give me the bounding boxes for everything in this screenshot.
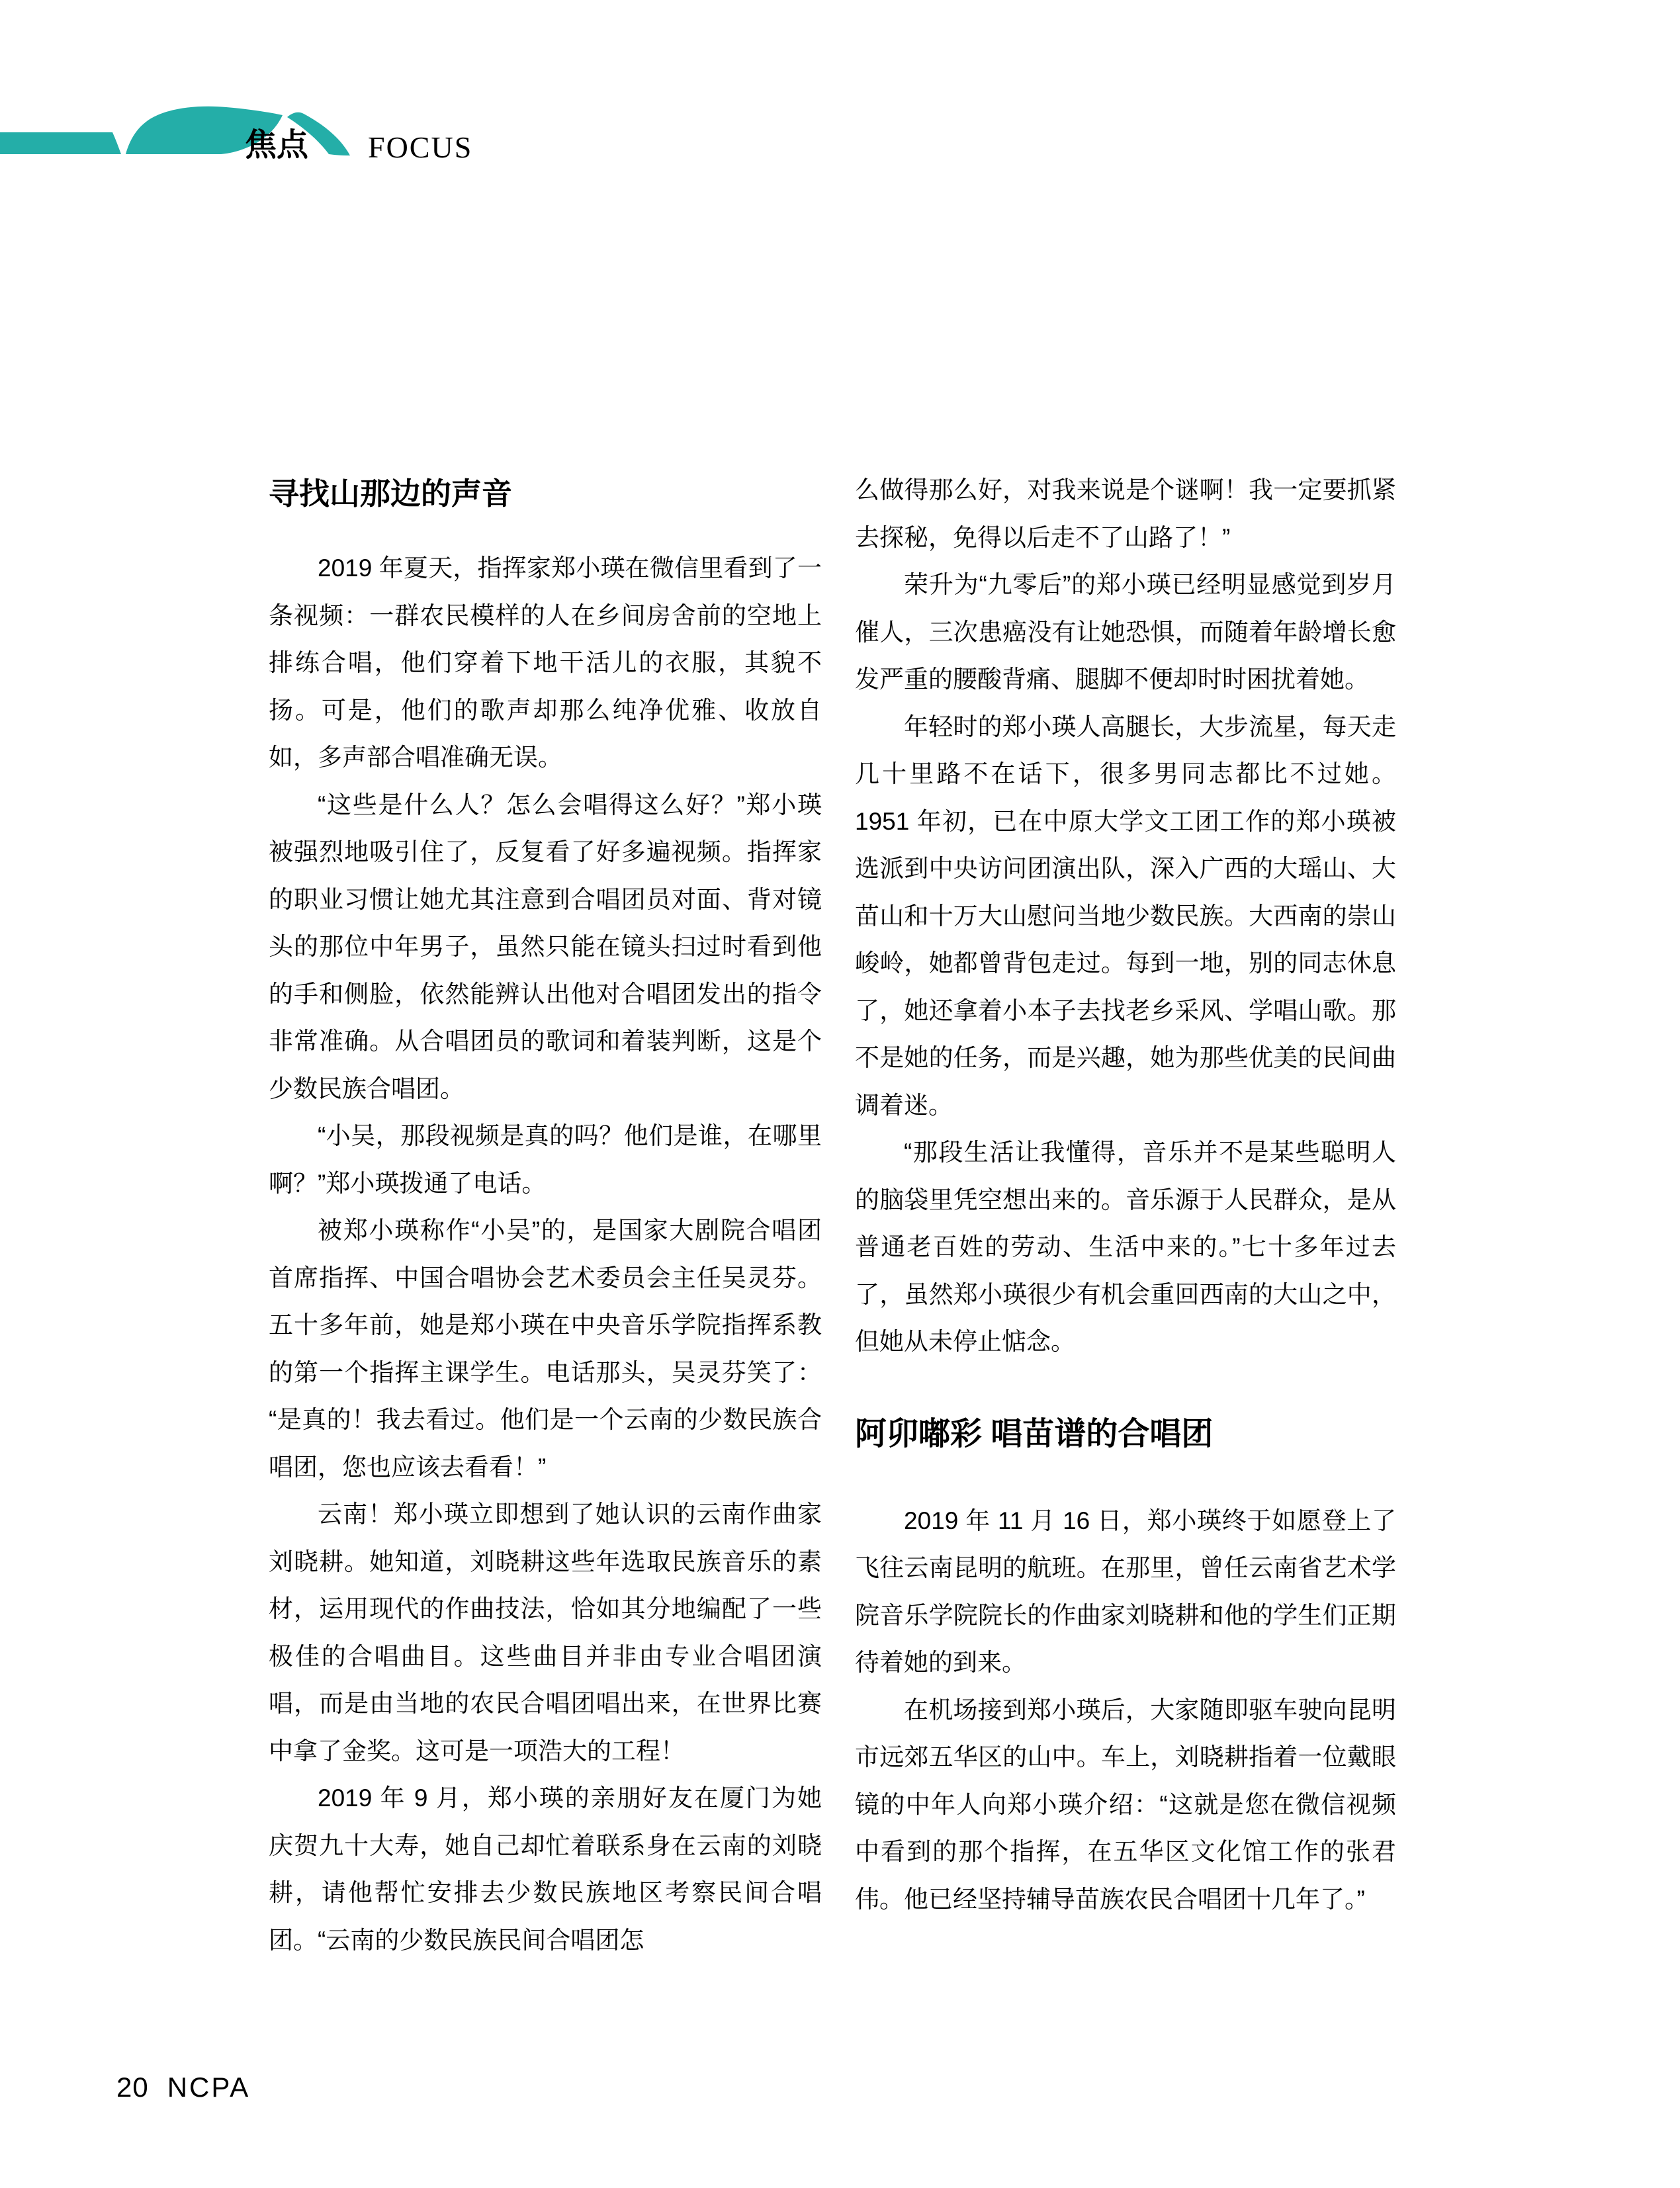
paragraph: 云南！郑小瑛立即想到了她认识的云南作曲家刘晓耕。她知道，刘晓耕这些年选取民族音乐的素材，运用现代的作曲技法，恰如其分地编配了一些极佳的合唱曲目。这些曲目并非由专业合唱团演唱，而是由当地的农民合唱团唱出来，在世界比赛中拿了金奖。这可是一项浩大的工程！ xyxy=(269,1501,822,1765)
paragraph: “这些是什么人？怎么会唱得这么好？”郑小瑛被强烈地吸引住了，反复看了好多遍视频。指挥家的职业习惯让她尤其注意到合唱团员对面、背对镜头的那位中年男子，虽然只能在镜头扫过时看到他的手和侧脸，依然能辨认出他对合唱团发出的指令非常准确。从合唱团员的歌词和着装判断，这是个少数民族合唱团。 xyxy=(269,791,822,1102)
paragraph: “那段生活让我懂得，音乐并不是某些聪明人的脑袋里凭空想出来的。音乐源于人民群众，是从普通老百姓的劳动、生活中来的。”七十多年过去了，虽然郑小瑛很少有机会重回西南的大山之中，但她从未停止惦念。 xyxy=(855,1139,1396,1355)
paragraph-continuation: 么做得那么好，对我来说是个谜啊！我一定要抓紧去探秘，免得以后走不了山路了！” xyxy=(855,476,1396,551)
section-heading-1: 寻找山那边的声音 xyxy=(269,476,512,511)
page-number: 20 xyxy=(116,2072,149,2103)
article-column-left xyxy=(269,466,822,1964)
section-heading-2: 阿卯嘟彩 唱苗谱的合唱团 xyxy=(855,1416,1214,1452)
article-column-right xyxy=(855,466,1396,1923)
paragraph: 2019 年 9 月，郑小瑛的亲朋好友在厦门为她庆贺九十大寿，她自己却忙着联系身在云南的刘晓耕，请他帮忙安排去少数民族地区考察民间合唱团。“云南的少数民族民间合唱团怎 xyxy=(269,1784,822,1954)
paragraph: 在机场接到郑小瑛后，大家随即驱车驶向昆明市远郊五华区的山中。车上，刘晓耕指着一位戴眼镜的中年人向郑小瑛介绍：“这就是您在微信视频中看到的那个指挥，在五华区文化馆工作的张君伟。他已经坚持辅导苗族农民合唱团十几年了。” xyxy=(855,1696,1396,1913)
page-footer xyxy=(116,2072,250,2103)
journal-abbrev: NCPA xyxy=(167,2072,251,2103)
teal-bar-shape xyxy=(0,132,121,154)
masthead-graphic xyxy=(0,106,371,163)
paragraph: 被郑小瑛称作“小吴”的，是国家大剧院合唱团首席指挥、中国合唱协会艺术委员会主任吴灵芬。五十多年前，她是郑小瑛在中央音乐学院指挥系教的第一个指挥主课学生。电话那头，吴灵芬笑了：“是真的！我去看过。他们是一个云南的少数民族合唱团，您也应该去看看！” xyxy=(269,1217,822,1481)
paragraph: 2019 年 11 月 16 日，郑小瑛终于如愿登上了飞往云南昆明的航班。在那里，曾任云南省艺术学院音乐学院院长的作曲家刘晓耕和他的学生们正期待着她的到来。 xyxy=(855,1507,1396,1676)
section-title-cn: 焦点 xyxy=(245,128,309,163)
paragraph: 荣升为“九零后”的郑小瑛已经明显感觉到岁月催人，三次患癌没有让她恐惧，而随着年龄增长愈发严重的腰酸背痛、腿脚不便却时时困扰着她。 xyxy=(855,571,1396,693)
paragraph: 年轻时的郑小瑛人高腿长，大步流星，每天走几十里路不在话下，很多男同志都比不过她。1951 年初，已在中原大学文工团工作的郑小瑛被选派到中央访问团演出队，深入广西的大瑶山、大苗山和十万大山慰问当地少数民族。大西南的崇山峻岭，她都曾背包走过。每到一地，别的同志休息了，她还拿着小本子去找老乡采风、学唱山歌。那不是她的任务，而是兴趣，她为那些优美的民间曲调着迷。 xyxy=(855,713,1396,1119)
paragraph: 2019 年夏天，指挥家郑小瑛在微信里看到了一条视频：一群农民模样的人在乡间房舍前的空地上排练合唱，他们穿着下地干活儿的衣服，其貌不扬。可是，他们的歌声却那么纯净优雅、收放自如，多声部合唱准确无误。 xyxy=(269,554,822,771)
section-title-en: FOCUS xyxy=(368,130,473,164)
paragraph: “小吴，那段视频是真的吗？他们是谁，在哪里啊？”郑小瑛拨通了电话。 xyxy=(269,1122,822,1197)
